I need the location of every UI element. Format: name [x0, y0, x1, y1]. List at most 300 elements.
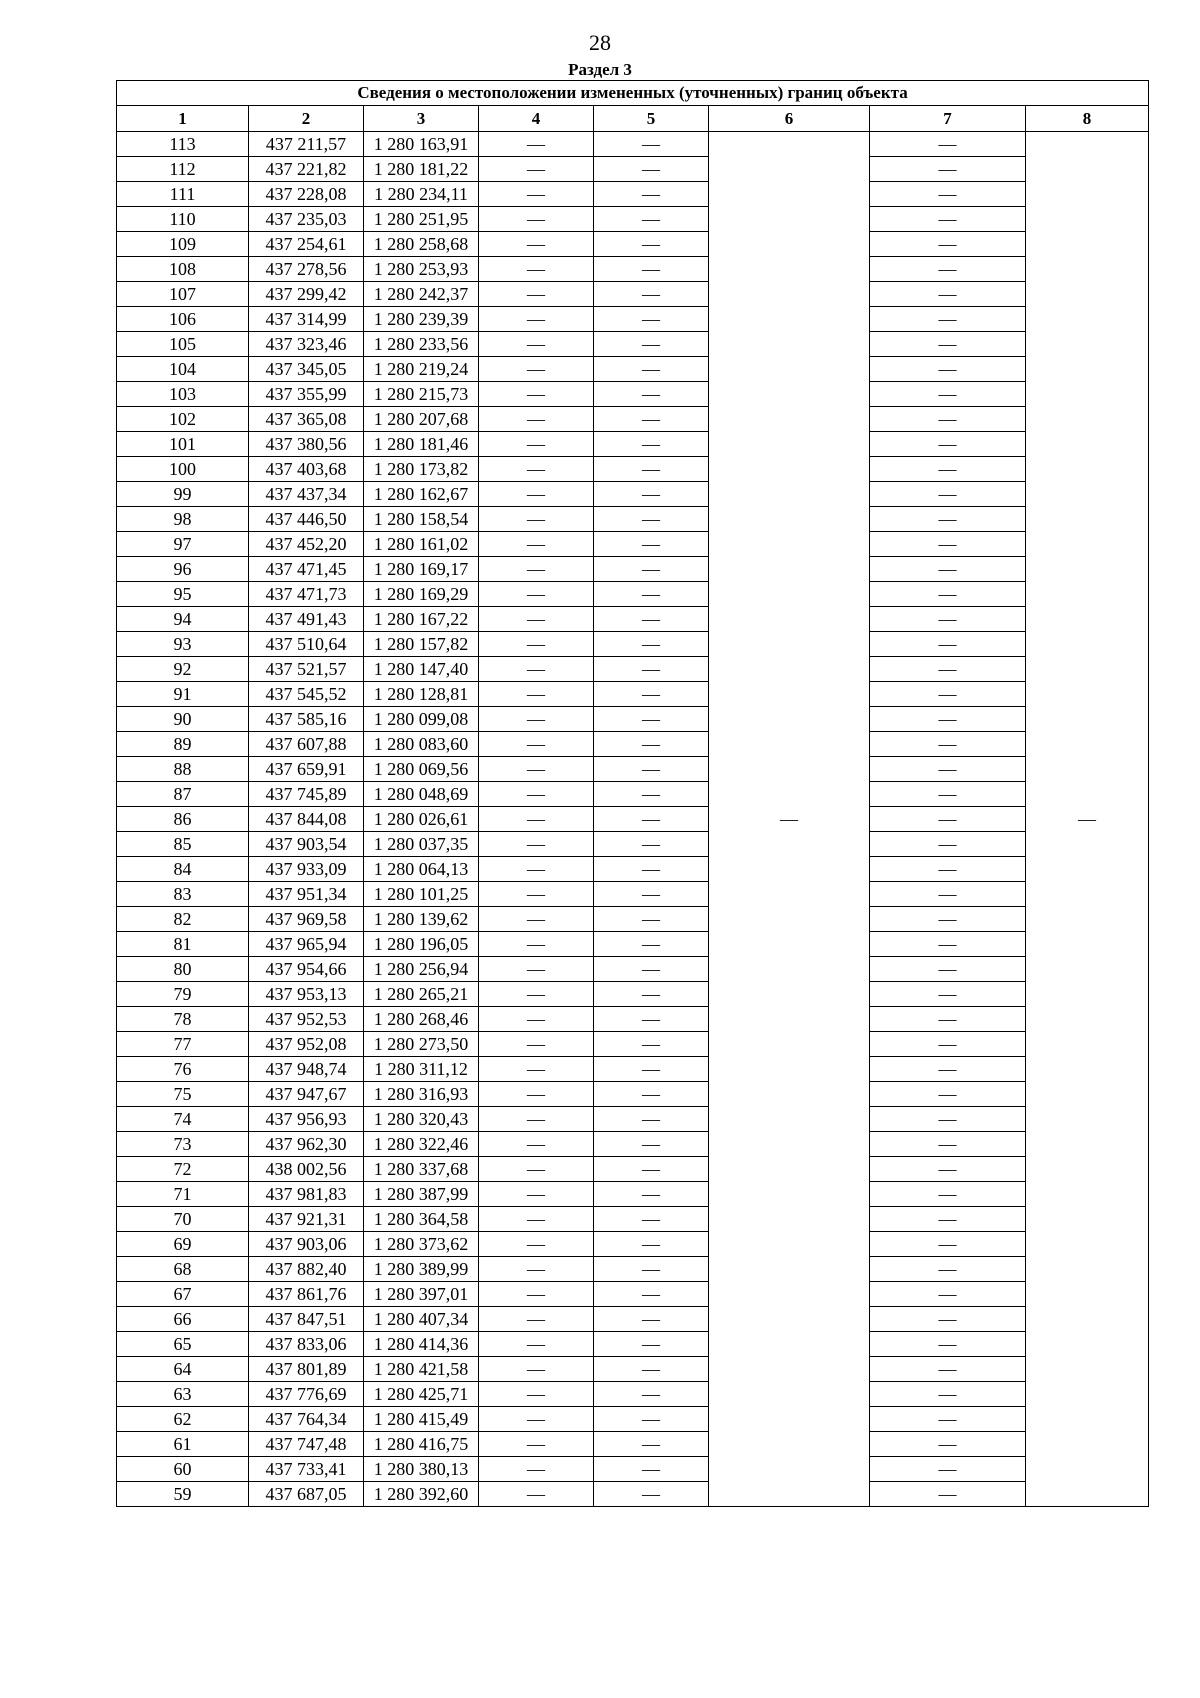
coordinate-x-cell: 437 903,54 — [249, 832, 364, 857]
point-number-cell: 87 — [117, 782, 249, 807]
coordinate-y-cell: 1 280 196,05 — [364, 932, 479, 957]
point-number-cell: 97 — [117, 532, 249, 557]
coordinate-y-cell: 1 280 162,67 — [364, 482, 479, 507]
coordinate-y-cell: 1 280 316,93 — [364, 1082, 479, 1107]
column-4-cell: — — [479, 1332, 594, 1357]
column-6-merged-cell: — — [709, 132, 870, 1507]
coordinate-y-cell: 1 280 169,29 — [364, 582, 479, 607]
column-7-cell: — — [870, 182, 1026, 207]
coordinate-x-cell: 437 833,06 — [249, 1332, 364, 1357]
coordinate-x-cell: 437 969,58 — [249, 907, 364, 932]
coordinate-x-cell: 437 847,51 — [249, 1307, 364, 1332]
table-row — [117, 232, 1149, 257]
column-5-cell: — — [594, 1457, 709, 1482]
column-5-cell: — — [594, 482, 709, 507]
coordinate-x-cell: 437 861,76 — [249, 1282, 364, 1307]
column-7-cell: — — [870, 582, 1026, 607]
column-4-cell: — — [479, 857, 594, 882]
column-4-cell: — — [479, 332, 594, 357]
column-4-cell: — — [479, 307, 594, 332]
column-7-cell: — — [870, 1007, 1026, 1032]
coordinate-x-cell: 437 933,09 — [249, 857, 364, 882]
coordinate-y-cell: 1 280 253,93 — [364, 257, 479, 282]
coordinates-table — [116, 80, 1149, 1507]
table-row — [117, 457, 1149, 482]
coordinate-x-cell: 437 365,08 — [249, 407, 364, 432]
column-number: 6 — [709, 106, 870, 132]
column-5-cell: — — [594, 657, 709, 682]
coordinate-y-cell: 1 280 158,54 — [364, 507, 479, 532]
coordinate-x-cell: 437 947,67 — [249, 1082, 364, 1107]
coordinate-x-cell: 437 965,94 — [249, 932, 364, 957]
column-4-cell: — — [479, 1232, 594, 1257]
table-row — [117, 507, 1149, 532]
column-7-cell: — — [870, 1082, 1026, 1107]
column-5-cell: — — [594, 1282, 709, 1307]
coordinate-x-cell: 437 446,50 — [249, 507, 364, 532]
column-7-cell: — — [870, 307, 1026, 332]
column-4-cell: — — [479, 1082, 594, 1107]
coordinate-x-cell: 437 953,13 — [249, 982, 364, 1007]
column-7-cell: — — [870, 1232, 1026, 1257]
column-7-cell: — — [870, 832, 1026, 857]
column-7-cell: — — [870, 132, 1026, 157]
column-5-cell: — — [594, 132, 709, 157]
column-4-cell: — — [479, 932, 594, 957]
column-4-cell: — — [479, 782, 594, 807]
column-4-cell: — — [479, 957, 594, 982]
table-row — [117, 732, 1149, 757]
point-number-cell: 91 — [117, 682, 249, 707]
column-7-cell: — — [870, 432, 1026, 457]
table-row — [117, 782, 1149, 807]
column-7-cell: — — [870, 457, 1026, 482]
table-row — [117, 1132, 1149, 1157]
coordinate-x-cell: 437 607,88 — [249, 732, 364, 757]
column-7-cell: — — [870, 882, 1026, 907]
coordinate-y-cell: 1 280 069,56 — [364, 757, 479, 782]
coordinate-x-cell: 437 471,45 — [249, 557, 364, 582]
column-4-cell: — — [479, 1307, 594, 1332]
table-row — [117, 1407, 1149, 1432]
column-4-cell: — — [479, 1132, 594, 1157]
coordinate-x-cell: 437 299,42 — [249, 282, 364, 307]
coordinate-x-cell: 437 471,73 — [249, 582, 364, 607]
table-row — [117, 1482, 1149, 1507]
column-5-cell: — — [594, 457, 709, 482]
column-5-cell: — — [594, 307, 709, 332]
column-5-cell: — — [594, 1032, 709, 1057]
column-5-cell: — — [594, 532, 709, 557]
column-5-cell: — — [594, 507, 709, 532]
column-5-cell: — — [594, 832, 709, 857]
column-4-cell: — — [479, 1382, 594, 1407]
coordinate-x-cell: 437 545,52 — [249, 682, 364, 707]
column-4-cell: — — [479, 257, 594, 282]
coordinate-x-cell: 437 345,05 — [249, 357, 364, 382]
point-number-cell: 76 — [117, 1057, 249, 1082]
column-4-cell: — — [479, 582, 594, 607]
table-row — [117, 307, 1149, 332]
column-5-cell: — — [594, 557, 709, 582]
column-5-cell: — — [594, 582, 709, 607]
column-number: 8 — [1026, 106, 1149, 132]
coordinate-y-cell: 1 280 425,71 — [364, 1382, 479, 1407]
table-row — [117, 157, 1149, 182]
table-row — [117, 582, 1149, 607]
column-4-cell: — — [479, 457, 594, 482]
coordinate-y-cell: 1 280 234,11 — [364, 182, 479, 207]
coordinate-y-cell: 1 280 322,46 — [364, 1132, 479, 1157]
coordinate-y-cell: 1 280 251,95 — [364, 207, 479, 232]
column-7-cell: — — [870, 207, 1026, 232]
column-4-cell: — — [479, 557, 594, 582]
table-row — [117, 357, 1149, 382]
column-5-cell: — — [594, 382, 709, 407]
coordinate-y-cell: 1 280 273,50 — [364, 1032, 479, 1057]
column-7-cell: — — [870, 357, 1026, 382]
point-number-cell: 77 — [117, 1032, 249, 1057]
table-row — [117, 1232, 1149, 1257]
coordinate-y-cell: 1 280 207,68 — [364, 407, 479, 432]
column-5-cell: — — [594, 607, 709, 632]
column-4-cell: — — [479, 232, 594, 257]
table-row — [117, 532, 1149, 557]
column-5-cell: — — [594, 1107, 709, 1132]
coordinate-y-cell: 1 280 215,73 — [364, 382, 479, 407]
table-row — [117, 807, 1149, 832]
point-number-cell: 101 — [117, 432, 249, 457]
table-row — [117, 757, 1149, 782]
column-7-cell: — — [870, 682, 1026, 707]
column-5-cell: — — [594, 282, 709, 307]
column-5-cell: — — [594, 257, 709, 282]
coordinate-x-cell: 437 314,99 — [249, 307, 364, 332]
column-4-cell: — — [479, 882, 594, 907]
table-body — [117, 132, 1149, 1507]
column-4-cell: — — [479, 1357, 594, 1382]
coordinate-y-cell: 1 280 064,13 — [364, 857, 479, 882]
column-5-cell: — — [594, 882, 709, 907]
point-number-cell: 100 — [117, 457, 249, 482]
coordinate-x-cell: 437 403,68 — [249, 457, 364, 482]
column-number: 1 — [117, 106, 249, 132]
coordinate-y-cell: 1 280 389,99 — [364, 1257, 479, 1282]
column-5-cell: — — [594, 682, 709, 707]
column-5-cell: — — [594, 1382, 709, 1407]
column-7-cell: — — [870, 932, 1026, 957]
point-number-cell: 92 — [117, 657, 249, 682]
column-4-cell: — — [479, 507, 594, 532]
column-7-cell: — — [870, 957, 1026, 982]
column-5-cell: — — [594, 782, 709, 807]
table-row — [117, 1207, 1149, 1232]
column-5-cell: — — [594, 1207, 709, 1232]
point-number-cell: 85 — [117, 832, 249, 857]
coordinate-y-cell: 1 280 169,17 — [364, 557, 479, 582]
point-number-cell: 88 — [117, 757, 249, 782]
column-7-cell: — — [870, 1157, 1026, 1182]
point-number-cell: 89 — [117, 732, 249, 757]
point-number-cell: 80 — [117, 957, 249, 982]
point-number-cell: 67 — [117, 1282, 249, 1307]
point-number-cell: 72 — [117, 1157, 249, 1182]
column-4-cell: — — [479, 1282, 594, 1307]
table-row — [117, 1357, 1149, 1382]
column-5-cell: — — [594, 1432, 709, 1457]
coordinate-y-cell: 1 280 415,49 — [364, 1407, 479, 1432]
coordinate-x-cell: 437 510,64 — [249, 632, 364, 657]
column-number: 3 — [364, 106, 479, 132]
column-4-cell: — — [479, 132, 594, 157]
column-5-cell: — — [594, 757, 709, 782]
table-row — [117, 882, 1149, 907]
column-5-cell: — — [594, 157, 709, 182]
point-number-cell: 113 — [117, 132, 249, 157]
column-5-cell: — — [594, 407, 709, 432]
column-5-cell: — — [594, 932, 709, 957]
column-4-cell: — — [479, 207, 594, 232]
coordinate-y-cell: 1 280 147,40 — [364, 657, 479, 682]
table-row — [117, 1032, 1149, 1057]
coordinate-x-cell: 437 659,91 — [249, 757, 364, 782]
point-number-cell: 94 — [117, 607, 249, 632]
column-5-cell: — — [594, 732, 709, 757]
coordinate-y-cell: 1 280 337,68 — [364, 1157, 479, 1182]
table-row — [117, 1107, 1149, 1132]
coordinate-x-cell: 437 747,48 — [249, 1432, 364, 1457]
column-4-cell: — — [479, 1207, 594, 1232]
column-7-cell: — — [870, 157, 1026, 182]
coordinate-y-cell: 1 280 099,08 — [364, 707, 479, 732]
column-5-cell: — — [594, 1357, 709, 1382]
point-number-cell: 59 — [117, 1482, 249, 1507]
column-5-cell: — — [594, 982, 709, 1007]
point-number-cell: 82 — [117, 907, 249, 932]
coordinate-y-cell: 1 280 414,36 — [364, 1332, 479, 1357]
column-5-cell: — — [594, 807, 709, 832]
column-7-cell: — — [870, 332, 1026, 357]
column-4-cell: — — [479, 282, 594, 307]
table-row — [117, 982, 1149, 1007]
table-row — [117, 607, 1149, 632]
column-5-cell: — — [594, 1132, 709, 1157]
table-row — [117, 932, 1149, 957]
coordinate-x-cell: 437 437,34 — [249, 482, 364, 507]
point-number-cell: 81 — [117, 932, 249, 957]
point-number-cell: 70 — [117, 1207, 249, 1232]
point-number-cell: 111 — [117, 182, 249, 207]
coordinate-y-cell: 1 280 048,69 — [364, 782, 479, 807]
column-7-cell: — — [870, 507, 1026, 532]
column-7-cell: — — [870, 857, 1026, 882]
coordinate-y-cell: 1 280 173,82 — [364, 457, 479, 482]
column-5-cell: — — [594, 182, 709, 207]
column-7-cell: — — [870, 1057, 1026, 1082]
column-4-cell: — — [479, 1057, 594, 1082]
table-row — [117, 1332, 1149, 1357]
coordinate-x-cell: 437 776,69 — [249, 1382, 364, 1407]
column-7-cell: — — [870, 1332, 1026, 1357]
column-5-cell: — — [594, 1082, 709, 1107]
column-7-cell: — — [870, 1032, 1026, 1057]
point-number-cell: 110 — [117, 207, 249, 232]
point-number-cell: 112 — [117, 157, 249, 182]
point-number-cell: 86 — [117, 807, 249, 832]
table-row — [117, 407, 1149, 432]
coordinate-x-cell: 437 491,43 — [249, 607, 364, 632]
column-7-cell: — — [870, 382, 1026, 407]
coordinate-x-cell: 437 221,82 — [249, 157, 364, 182]
coordinate-x-cell: 437 521,57 — [249, 657, 364, 682]
coordinate-y-cell: 1 280 139,62 — [364, 907, 479, 932]
table-row — [117, 1307, 1149, 1332]
table-row — [117, 557, 1149, 582]
point-number-cell: 83 — [117, 882, 249, 907]
column-7-cell: — — [870, 732, 1026, 757]
point-number-cell: 99 — [117, 482, 249, 507]
column-5-cell: — — [594, 1332, 709, 1357]
point-number-cell: 62 — [117, 1407, 249, 1432]
column-7-cell: — — [870, 1182, 1026, 1207]
column-4-cell: — — [479, 1157, 594, 1182]
point-number-cell: 105 — [117, 332, 249, 357]
point-number-cell: 68 — [117, 1257, 249, 1282]
table-row — [117, 1457, 1149, 1482]
coordinate-y-cell: 1 280 233,56 — [364, 332, 479, 357]
column-5-cell: — — [594, 1057, 709, 1082]
coordinate-y-cell: 1 280 416,75 — [364, 1432, 479, 1457]
coordinate-y-cell: 1 280 407,34 — [364, 1307, 479, 1332]
column-4-cell: — — [479, 907, 594, 932]
table-row — [117, 1257, 1149, 1282]
column-number: 5 — [594, 106, 709, 132]
table-row — [117, 857, 1149, 882]
column-5-cell: — — [594, 707, 709, 732]
point-number-cell: 66 — [117, 1307, 249, 1332]
column-4-cell: — — [479, 1107, 594, 1132]
point-number-cell: 90 — [117, 707, 249, 732]
column-number-row — [117, 106, 1149, 132]
column-5-cell: — — [594, 1232, 709, 1257]
column-4-cell: — — [479, 732, 594, 757]
coordinate-y-cell: 1 280 037,35 — [364, 832, 479, 857]
coordinate-x-cell: 437 323,46 — [249, 332, 364, 357]
coordinate-y-cell: 1 280 083,60 — [364, 732, 479, 757]
column-4-cell: — — [479, 1457, 594, 1482]
coordinate-y-cell: 1 280 219,24 — [364, 357, 479, 382]
coordinate-x-cell: 437 962,30 — [249, 1132, 364, 1157]
column-7-cell: — — [870, 1482, 1026, 1507]
column-5-cell: — — [594, 1257, 709, 1282]
table-row — [117, 632, 1149, 657]
point-number-cell: 74 — [117, 1107, 249, 1132]
table-row — [117, 1182, 1149, 1207]
column-number: 2 — [249, 106, 364, 132]
column-5-cell: — — [594, 357, 709, 382]
column-7-cell: — — [870, 782, 1026, 807]
coordinate-y-cell: 1 280 163,91 — [364, 132, 479, 157]
coordinate-x-cell: 437 211,57 — [249, 132, 364, 157]
column-7-cell: — — [870, 757, 1026, 782]
table-row — [117, 257, 1149, 282]
point-number-cell: 69 — [117, 1232, 249, 1257]
coordinate-y-cell: 1 280 421,58 — [364, 1357, 479, 1382]
column-4-cell: — — [479, 707, 594, 732]
column-7-cell: — — [870, 1207, 1026, 1232]
column-7-cell: — — [870, 1357, 1026, 1382]
table-row — [117, 1382, 1149, 1407]
column-number: 4 — [479, 106, 594, 132]
column-4-cell: — — [479, 1032, 594, 1057]
coordinate-y-cell: 1 280 161,02 — [364, 532, 479, 557]
column-4-cell: — — [479, 1407, 594, 1432]
table-row — [117, 1432, 1149, 1457]
column-7-cell: — — [870, 482, 1026, 507]
column-7-cell: — — [870, 557, 1026, 582]
column-4-cell: — — [479, 657, 594, 682]
point-number-cell: 84 — [117, 857, 249, 882]
column-5-cell: — — [594, 207, 709, 232]
column-7-cell: — — [870, 1107, 1026, 1132]
column-5-cell: — — [594, 232, 709, 257]
coordinate-x-cell: 437 882,40 — [249, 1257, 364, 1282]
coordinate-x-cell: 437 981,83 — [249, 1182, 364, 1207]
coordinate-y-cell: 1 280 128,81 — [364, 682, 479, 707]
column-4-cell: — — [479, 1257, 594, 1282]
table-row — [117, 182, 1149, 207]
point-number-cell: 78 — [117, 1007, 249, 1032]
table-row — [117, 957, 1149, 982]
table-row — [117, 1157, 1149, 1182]
point-number-cell: 102 — [117, 407, 249, 432]
column-4-cell: — — [479, 182, 594, 207]
page-number: 28 — [589, 30, 611, 55]
coordinate-x-cell: 437 254,61 — [249, 232, 364, 257]
table-caption: Сведения о местоположении измененных (уточненных) границ объекта — [117, 81, 1149, 106]
coordinate-x-cell: 437 745,89 — [249, 782, 364, 807]
column-5-cell: — — [594, 632, 709, 657]
column-5-cell: — — [594, 1482, 709, 1507]
column-7-cell: — — [870, 532, 1026, 557]
point-number-cell: 93 — [117, 632, 249, 657]
coordinate-y-cell: 1 280 239,39 — [364, 307, 479, 332]
column-7-cell: — — [870, 282, 1026, 307]
table-row — [117, 657, 1149, 682]
column-7-cell: — — [870, 257, 1026, 282]
column-4-cell: — — [479, 832, 594, 857]
coordinate-y-cell: 1 280 101,25 — [364, 882, 479, 907]
coordinate-x-cell: 438 002,56 — [249, 1157, 364, 1182]
coordinate-y-cell: 1 280 242,37 — [364, 282, 479, 307]
coordinate-x-cell: 437 687,05 — [249, 1482, 364, 1507]
coordinate-x-cell: 437 452,20 — [249, 532, 364, 557]
column-5-cell: — — [594, 1157, 709, 1182]
table-row — [117, 282, 1149, 307]
point-number-cell: 73 — [117, 1132, 249, 1157]
column-7-cell: — — [870, 1132, 1026, 1157]
column-4-cell: — — [479, 807, 594, 832]
coordinate-y-cell: 1 280 320,43 — [364, 1107, 479, 1132]
column-4-cell: — — [479, 1182, 594, 1207]
coordinate-x-cell: 437 235,03 — [249, 207, 364, 232]
point-number-cell: 64 — [117, 1357, 249, 1382]
coordinate-y-cell: 1 280 167,22 — [364, 607, 479, 632]
point-number-cell: 65 — [117, 1332, 249, 1357]
coordinate-x-cell: 437 764,34 — [249, 1407, 364, 1432]
column-number: 7 — [870, 106, 1026, 132]
column-7-cell: — — [870, 1457, 1026, 1482]
